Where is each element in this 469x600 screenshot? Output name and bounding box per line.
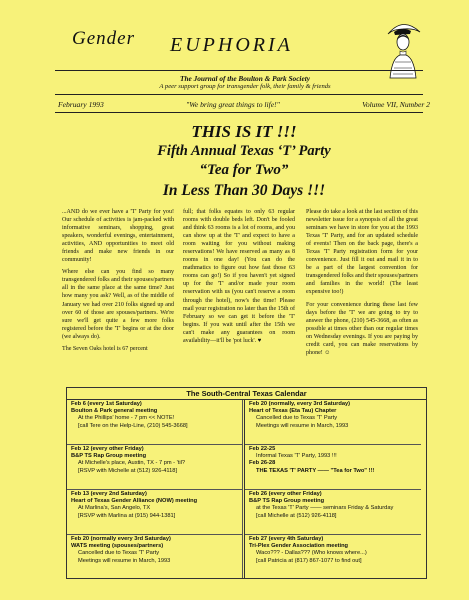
event-date: Feb 26-28 <box>249 460 276 467</box>
article-column-1 <box>62 208 174 357</box>
event-title: B&P TS Rap Group meeting <box>249 498 325 505</box>
event-date: Feb 6 (every 1st Saturday) <box>71 401 142 407</box>
headline-line-1: THIS IS IT !!! <box>191 122 297 141</box>
calendar-cell <box>245 535 421 578</box>
article-paragraph: Where else can you find so many transgendered folks and their spouses/partners all in the same place at the same time? Just how many you ask? Well, as of the middle of January we had over 210 folks signed up and over 60 of those are spouses/partners. We're sure we'll get quite a few more folks registered before the 'T' begins or at the door (we always do). <box>62 269 174 340</box>
calendar-cell <box>67 490 243 535</box>
masthead-title-euphoria: EUPHORIA <box>170 34 293 56</box>
journal-subtitle: The Journal of the Boulton & Park Society <box>180 74 310 83</box>
event-date: Feb 20 (normally, every 3rd Saturday) <box>249 401 351 407</box>
event-title: WATS meeting (spouses/partners) <box>71 543 164 550</box>
event-date: Feb 12 (every other Friday) <box>71 446 144 452</box>
issue-info-row <box>58 100 430 109</box>
event-contact: [call Patricia at (817) 867-1077 to find out] <box>256 557 362 564</box>
calendar-cell <box>245 445 421 490</box>
article-paragraph: full; that folks equates to only 63 regular rooms with double beds left. Don't be fooled and think 63 rooms is a lot of rooms, and you can show up at the 'T' and expect to have a room waiting for you without making reservations! We have reserved as many as 8 rooms in one day! (You can do the mathmatics to figure out how fast those 63 rooms can go!) So if you haven't yet signed up for the 'T' and/or made your room reservation with us (you can't reserve a room through the hotel), now's the time! Please mail your registration no later than the 15th of February so we can get it before the 'T' begins. If you wait until after the 15th we can't make any guarantees on room availability—it'll be 'pot luck'. ♥ <box>183 209 295 344</box>
event-detail: At Marlina's, San Angelo, TX <box>78 505 151 512</box>
issue-volume: Volume VII, Number 2 <box>362 100 430 109</box>
article-column-3 <box>306 208 418 361</box>
masthead-title-gender: Gender <box>72 28 135 49</box>
event-title: Heart of Texas Gender Alliance (NOW) meeting <box>71 498 198 505</box>
event-detail: Waco??? - Dallas??? (Who knows where...) <box>256 550 367 557</box>
event-contact: [call Michelle at (512) 926-4118] <box>256 512 337 519</box>
event-title: Heart of Texas (Eta Tau) Chapter <box>249 408 337 415</box>
calendar-cell <box>245 400 421 445</box>
calendar-cell <box>245 490 421 535</box>
event-detail: Meetings will resume in March, 1993 <box>78 557 171 564</box>
event-detail: Meetings will resume in March, 1993 <box>256 422 349 429</box>
issue-date: February 1993 <box>58 100 104 109</box>
event-contact: [call Tere on the Help-Line, (210) 545-3668] <box>78 422 188 429</box>
events-calendar <box>66 387 427 579</box>
headline-line-2: Fifth Annual Texas ‘T’ Party <box>157 143 331 159</box>
article-paragraph: The Seven Oaks hotel is 67 percent <box>62 345 148 352</box>
event-date: Feb 27 (every 4th Saturday) <box>249 536 324 542</box>
calendar-cell <box>67 400 243 445</box>
article-column-2 <box>183 208 295 349</box>
event-detail: at the Texas 'T' Party —— seminars Friday & Saturday <box>256 505 394 512</box>
event-title: Tri-Plex Gender Association meeting <box>249 543 349 550</box>
event-detail: At Michelle's place, Austin, TX - 7 pm - 'til? <box>78 460 186 467</box>
issue-rule <box>55 112 423 113</box>
masthead-rule-top <box>55 70 423 71</box>
issue-motto: "We bring great things to life!" <box>186 100 280 109</box>
article-paragraph: For your convenience during these last few days before the 'T' we are going to try to answer the phone, (210) 545-3668, as often as possible at times other than our regular times on Wednesday evenings. If you are paying by credit card, you can make reservations by phone! ☺ <box>306 301 418 356</box>
event-contact: [RSVP with Marlina at (915) 944-1381] <box>78 512 176 519</box>
article-paragraph: ...AND do we ever have a 'T' Party for you! Our schedule of activities is jam-packed with informative seminars, shopping, great speakers, wonderful evenings, entertainment, activities, AND opportunities to meet old friends and make new friends in our community! <box>62 209 174 264</box>
headline-line-3: “Tea for Two” <box>199 162 289 178</box>
event-date: Feb 22-25 <box>249 446 276 452</box>
article-paragraph: Please do take a look at the last section of this newsletter issue for a synopsis of all the great seminars we have in store for you at the 1993 Texas 'T' Party, and for an updated schedule of events! Then on the back page, there's a Texas 'T' Party registration form for your convenience. Just fill it out and mail it in to be a part of the largest convention for transgendered folks and their spouses/partners and families in the world! (The least expensive too!) <box>306 209 418 296</box>
masthead-rule-bottom <box>55 94 423 95</box>
calendar-cell <box>67 445 243 490</box>
event-date: Feb 13 (every 2nd Saturday) <box>71 491 147 497</box>
journal-tagline: A peer support group for transgender folk, their family & friends <box>159 83 331 90</box>
event-contact: [RSVP with Michelle at (512) 926-4118] <box>78 467 178 474</box>
headline-line-4: In Less Than 30 Days !!! <box>162 182 326 199</box>
event-title: B&P TS Rap Group meeting <box>71 453 147 460</box>
calendar-cell <box>67 535 243 578</box>
calendar-title: The South-Central Texas Calendar <box>67 388 426 400</box>
event-date: Feb 20 (normally every 3rd Saturday) <box>71 536 171 542</box>
event-title: Boulton & Park general meeting <box>71 408 158 415</box>
event-detail: At the Phillips' home - 7 pm << NOTE! <box>78 415 175 422</box>
event-detail: Cancelled due to Texas 'T' Party <box>78 550 160 557</box>
event-detail: Informal Texas 'T' Party, 1993 !!! <box>256 453 337 460</box>
event-date: Feb 26 (every other Friday) <box>249 491 322 497</box>
event-detail: THE TEXAS 'T' PARTY —— "Tea for Two" !!! <box>256 467 375 474</box>
event-detail: Cancelled due to Texas 'T' Party <box>256 415 338 422</box>
